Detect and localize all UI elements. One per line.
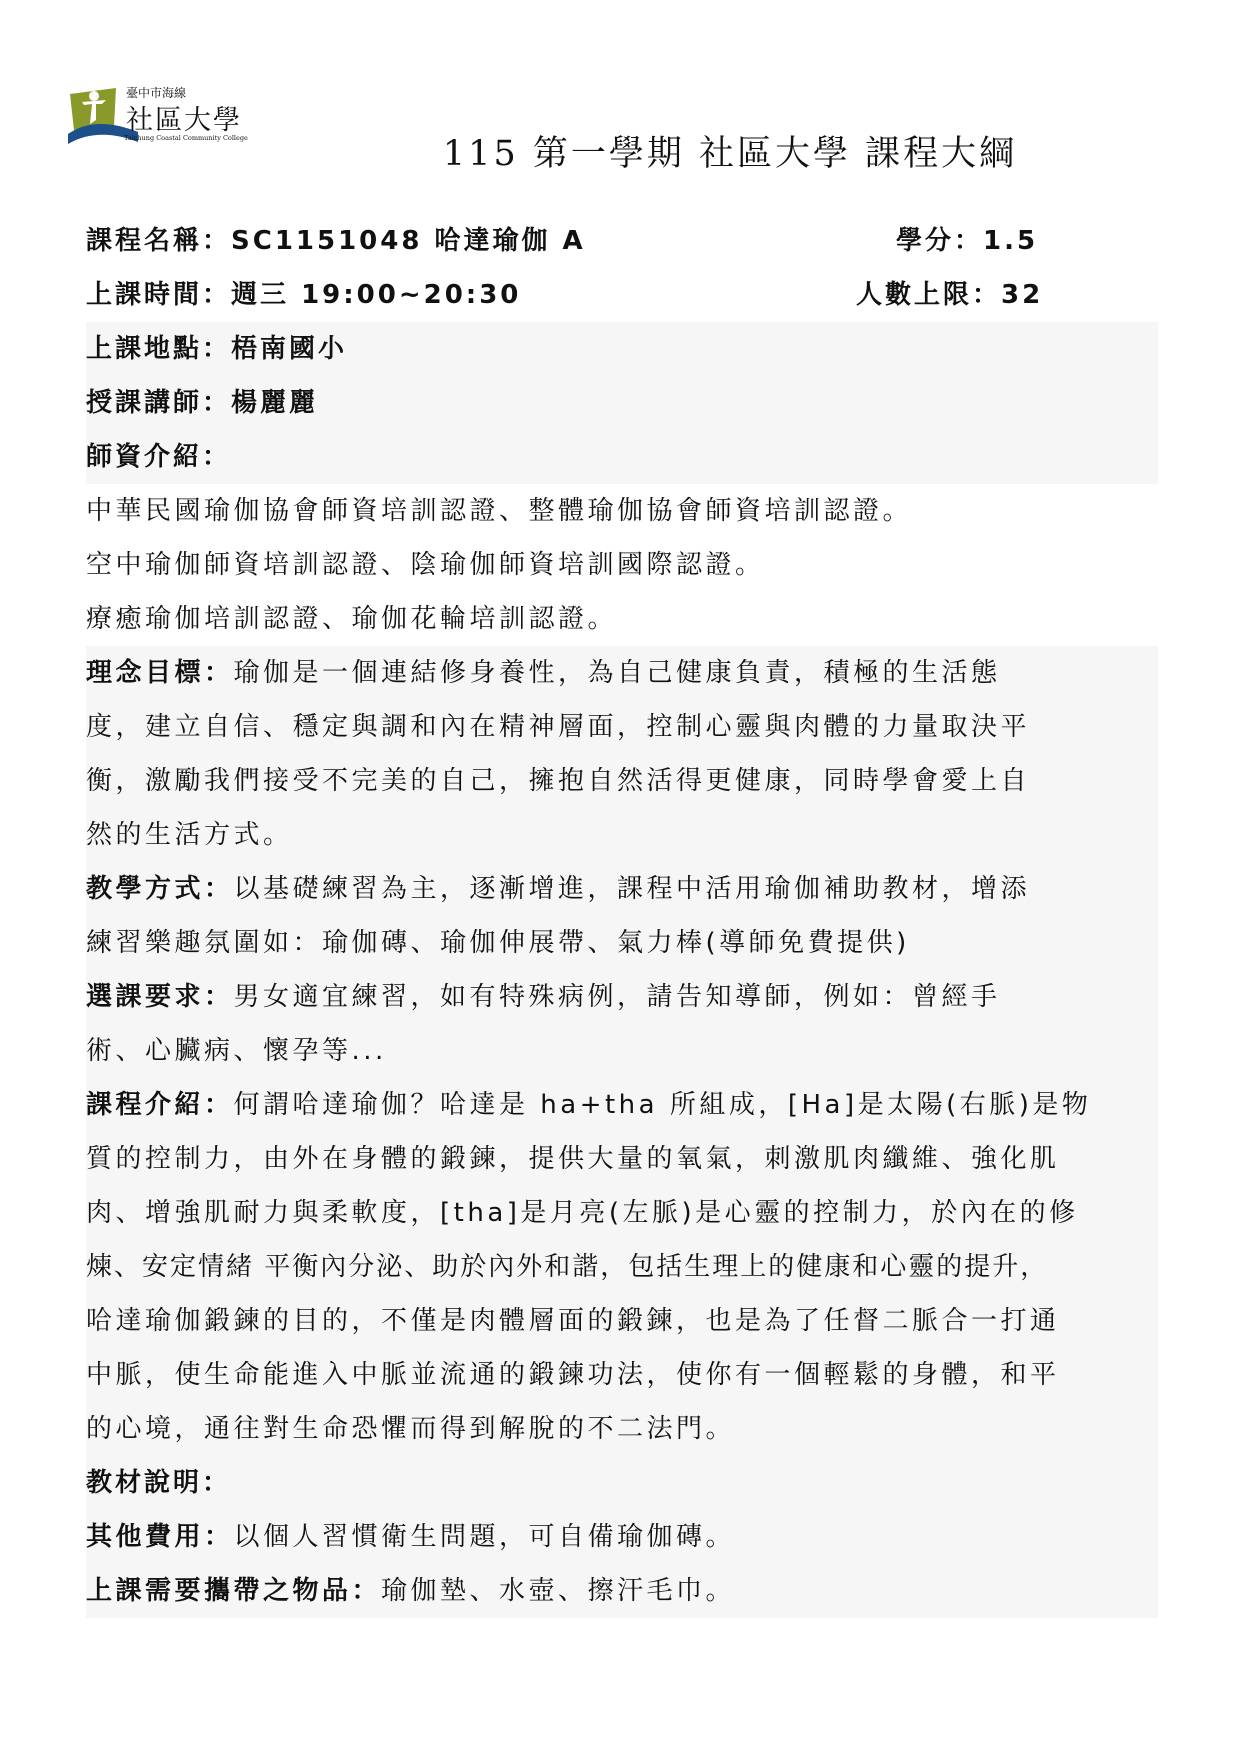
other-fees-row xyxy=(86,1510,1158,1564)
course-goal-text: 然的生活方式。 xyxy=(86,808,1158,862)
course-intro-label: 課程介紹： xyxy=(86,1090,234,1120)
items-to-bring-text: 瑜伽墊、水壺、擦汗毛巾。 xyxy=(381,1576,736,1606)
course-goal-text: 瑜伽是一個連結修身養性，為自己健康負責，積極的生活態 xyxy=(233,658,1001,688)
items-to-bring-label: 上課需要攜帶之物品： xyxy=(86,1576,382,1606)
course-goal-text: 衡，激勵我們接受不完美的自己，擁抱自然活得更健康，同時學會愛上自 xyxy=(86,754,1158,808)
course-capacity: 人數上限：32 xyxy=(856,280,1044,310)
course-location-row xyxy=(86,322,1158,376)
materials-row xyxy=(86,1456,1158,1510)
course-name-label: 課程名稱： xyxy=(86,226,232,256)
course-intro-text: 肉、增強肌耐力與柔軟度，[tha]是月亮(左脈)是心靈的控制力，於內在的修 xyxy=(86,1186,1158,1240)
course-goal-label: 理念目標： xyxy=(86,658,234,688)
enroll-requirement-row xyxy=(86,970,1158,1024)
other-fees-text: 以個人習慣衛生問題，可自備瑜伽磚。 xyxy=(233,1522,736,1552)
course-time-label: 上課時間： xyxy=(86,280,232,310)
enroll-requirement-label: 選課要求： xyxy=(86,982,234,1012)
course-teacher-value: 楊麗麗 xyxy=(231,388,319,418)
course-time-row xyxy=(86,268,1158,322)
course-intro-text: 何謂哈達瑜伽？哈達是 ha+tha 所組成，[Ha]是太陽(右脈)是物 xyxy=(233,1090,1092,1120)
teaching-method-text: 以基礎練習為主，逐漸增進，課程中活用瑜伽補助教材，增添 xyxy=(233,874,1031,904)
teacher-bio-line: 中華民國瑜伽協會師資培訓認證、整體瑜伽協會師資培訓認證。 xyxy=(86,496,913,526)
course-intro-text: 質的控制力，由外在身體的鍛鍊，提供大量的氧氣，刺激肌肉纖維、強化肌 xyxy=(86,1132,1158,1186)
other-fees-label: 其他費用： xyxy=(86,1522,234,1552)
logo-line-1: 臺中市海線 xyxy=(126,86,187,100)
teaching-method-label: 教學方式： xyxy=(86,874,234,904)
materials-label: 教材說明： xyxy=(86,1468,232,1498)
course-time-value: 週三 19:00~20:30 xyxy=(231,280,522,310)
enroll-requirement-text: 術、心臟病、懷孕等... xyxy=(86,1024,1158,1078)
course-location-value: 梧南國小 xyxy=(231,334,348,364)
course-intro-text: 中脈，使生命能進入中脈並流通的鍛鍊功法，使你有一個輕鬆的身體，和平 xyxy=(86,1348,1158,1402)
page-title: 115 第一學期 社區大學 課程大綱 xyxy=(442,134,1018,174)
teaching-method-row xyxy=(86,862,1158,916)
course-goal-row xyxy=(86,646,1158,700)
course-intro-text: 哈達瑜伽鍛鍊的目的，不僅是肉體層面的鍛鍊，也是為了任督二脈合一打通 xyxy=(86,1294,1158,1348)
course-credit: 學分：1.5 xyxy=(896,226,1039,256)
course-goal-text: 度，建立自信、穩定與調和內在精神層面，控制心靈與肉體的力量取決平 xyxy=(86,700,1158,754)
logo-line-3: Taichung Coastal Community College xyxy=(124,134,248,142)
logo-line-2: 社區大學 xyxy=(126,105,242,136)
teacher-bio-label: 師資介紹： xyxy=(86,442,232,472)
teacher-bio-line: 空中瑜伽師資培訓認證、陰瑜伽師資培訓國際認證。 xyxy=(86,550,765,580)
course-teacher-label: 授課講師： xyxy=(86,388,232,418)
teacher-bio-row xyxy=(86,430,1158,484)
enroll-requirement-text: 男女適宜練習，如有特殊病例，請告知導師，例如：曾經手 xyxy=(233,982,1001,1012)
course-teacher-row xyxy=(86,376,1158,430)
course-location-label: 上課地點： xyxy=(86,334,232,364)
course-name-row xyxy=(86,214,1158,268)
course-intro-text: 煉、安定情緒 平衡內分泌、助於內外和諧，包括生理上的健康和心靈的提升， xyxy=(86,1240,1158,1294)
items-to-bring-row xyxy=(86,1564,1158,1618)
course-intro-text: 的心境，通往對生命恐懼而得到解脫的不二法門。 xyxy=(86,1402,1158,1456)
course-name-value: SC1151048 哈達瑜伽 A xyxy=(231,226,586,256)
teacher-bio-line: 療癒瑜伽培訓認證、瑜伽花輪培訓認證。 xyxy=(86,604,618,634)
course-intro-row xyxy=(86,1078,1158,1132)
teaching-method-text: 練習樂趣氛圍如：瑜伽磚、瑜伽伸展帶、氣力棒(導師免費提供) xyxy=(86,916,1158,970)
